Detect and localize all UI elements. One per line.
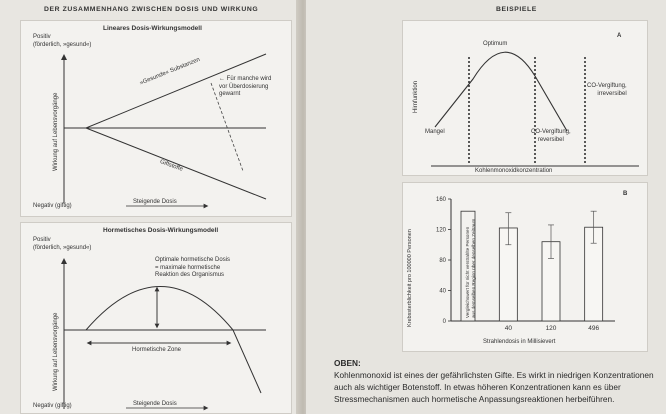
example-a-letter: A bbox=[617, 33, 622, 39]
right-page-header: BEISPIELE bbox=[496, 6, 537, 13]
toxin-label: Giftstoffe bbox=[158, 159, 184, 173]
left-page bbox=[0, 0, 302, 414]
linear-model-graph bbox=[21, 21, 291, 216]
hormetic-zone-label: Hormetische Zone bbox=[132, 347, 182, 353]
linear-model-panel bbox=[20, 20, 292, 217]
bar-category-label: 120 bbox=[545, 325, 557, 332]
example-a-panel bbox=[402, 20, 648, 176]
linear-model-title: Lineares Dosis-Wirkungsmodell bbox=[103, 25, 202, 32]
healthy-substances-label: »Gesunde« Substanzen bbox=[139, 56, 201, 87]
hormetic-x-axis-label: Steigende Dosis bbox=[133, 401, 177, 407]
hormetic-model-panel bbox=[20, 222, 292, 414]
example-a-graph bbox=[403, 21, 647, 175]
overdose-note: ← Für manche wird vor Überdosierung gewarnt bbox=[219, 76, 272, 97]
reversible-label: CO-Vergiftung, reversibel bbox=[531, 129, 571, 143]
linear-y-axis-label: Wirkung auf Lebensvorgänge bbox=[53, 92, 59, 171]
bar-category-label: 496 bbox=[588, 325, 600, 332]
caption-text: Kohlenmonoxid ist eines der gefährlichsten Gifte. Es wirkt in niedrigen Konzentrationen auch als wichtiger Botenstoff. In etwas höheren Konzentrationen kann es über Stressmechanismen auch hormetische Anpassungsreaktionen herbeiführen. bbox=[334, 370, 654, 404]
hormetic-model-title: Hormetisches Dosis-Wirkungsmodell bbox=[103, 227, 219, 234]
bar-y-tick-label: 0 bbox=[442, 319, 446, 325]
irreversible-label: CO-Vergiftung, irreversibel bbox=[587, 83, 627, 97]
hormetic-positive-label: Positiv (förderlich, »gesund«) bbox=[33, 237, 92, 251]
hormetic-curve bbox=[86, 287, 261, 394]
bar-y-tick-label: 40 bbox=[439, 288, 446, 295]
bar-category-label: 40 bbox=[504, 325, 512, 332]
optimum-label: Optimum bbox=[483, 41, 508, 47]
linear-negative-label: Negativ (giftig) bbox=[33, 203, 72, 209]
example-a-x-axis-label: Kohlenmonoxidkonzentration bbox=[475, 168, 553, 174]
left-page-header: DER ZUSAMMENHANG ZWISCHEN DOSIS UND WIRKUNG bbox=[44, 6, 259, 13]
right-page bbox=[306, 0, 666, 414]
linear-x-axis-label: Steigende Dosis bbox=[133, 199, 177, 205]
example-a-y-axis-label: Hirnfunktion bbox=[413, 80, 419, 113]
example-b-letter: B bbox=[623, 191, 628, 197]
bar-y-tick-label: 120 bbox=[435, 227, 446, 234]
example-b-panel bbox=[402, 182, 648, 352]
example-b-x-axis-label: Strahlendosis in Millisievert bbox=[483, 339, 556, 345]
hormetic-model-graph bbox=[21, 223, 291, 413]
overdose-note-text: Für manche wird vor Überdosierung gewarnt bbox=[219, 76, 272, 97]
caption-block bbox=[334, 357, 666, 405]
hormetic-y-axis-label: Wirkung auf Lebensvorgänge bbox=[53, 312, 59, 391]
example-b-y-axis-label: Krebssterblichkeit pro 100000 Personen bbox=[407, 229, 413, 327]
brain-function-curve bbox=[435, 52, 567, 131]
reference-label: Vergleichswert für nicht verstrahlte Personen aus demselben Region über denselben Zeitraum bbox=[465, 218, 476, 318]
hormetic-negative-label: Negativ (giftig) bbox=[33, 403, 72, 409]
caption-heading: OBEN: bbox=[334, 358, 361, 368]
radiation-bar-chart bbox=[403, 183, 647, 351]
bar-y-tick-label: 80 bbox=[439, 258, 446, 264]
linear-positive-label: Positiv (förderlich, »gesund«) bbox=[33, 34, 92, 48]
optimum-note: Optimale hormetische Dosis = maximale hormetische Reaktion des Organismus bbox=[155, 257, 231, 278]
bar-y-tick-label: 160 bbox=[435, 197, 446, 203]
mangel-label: Mangel bbox=[425, 129, 445, 135]
